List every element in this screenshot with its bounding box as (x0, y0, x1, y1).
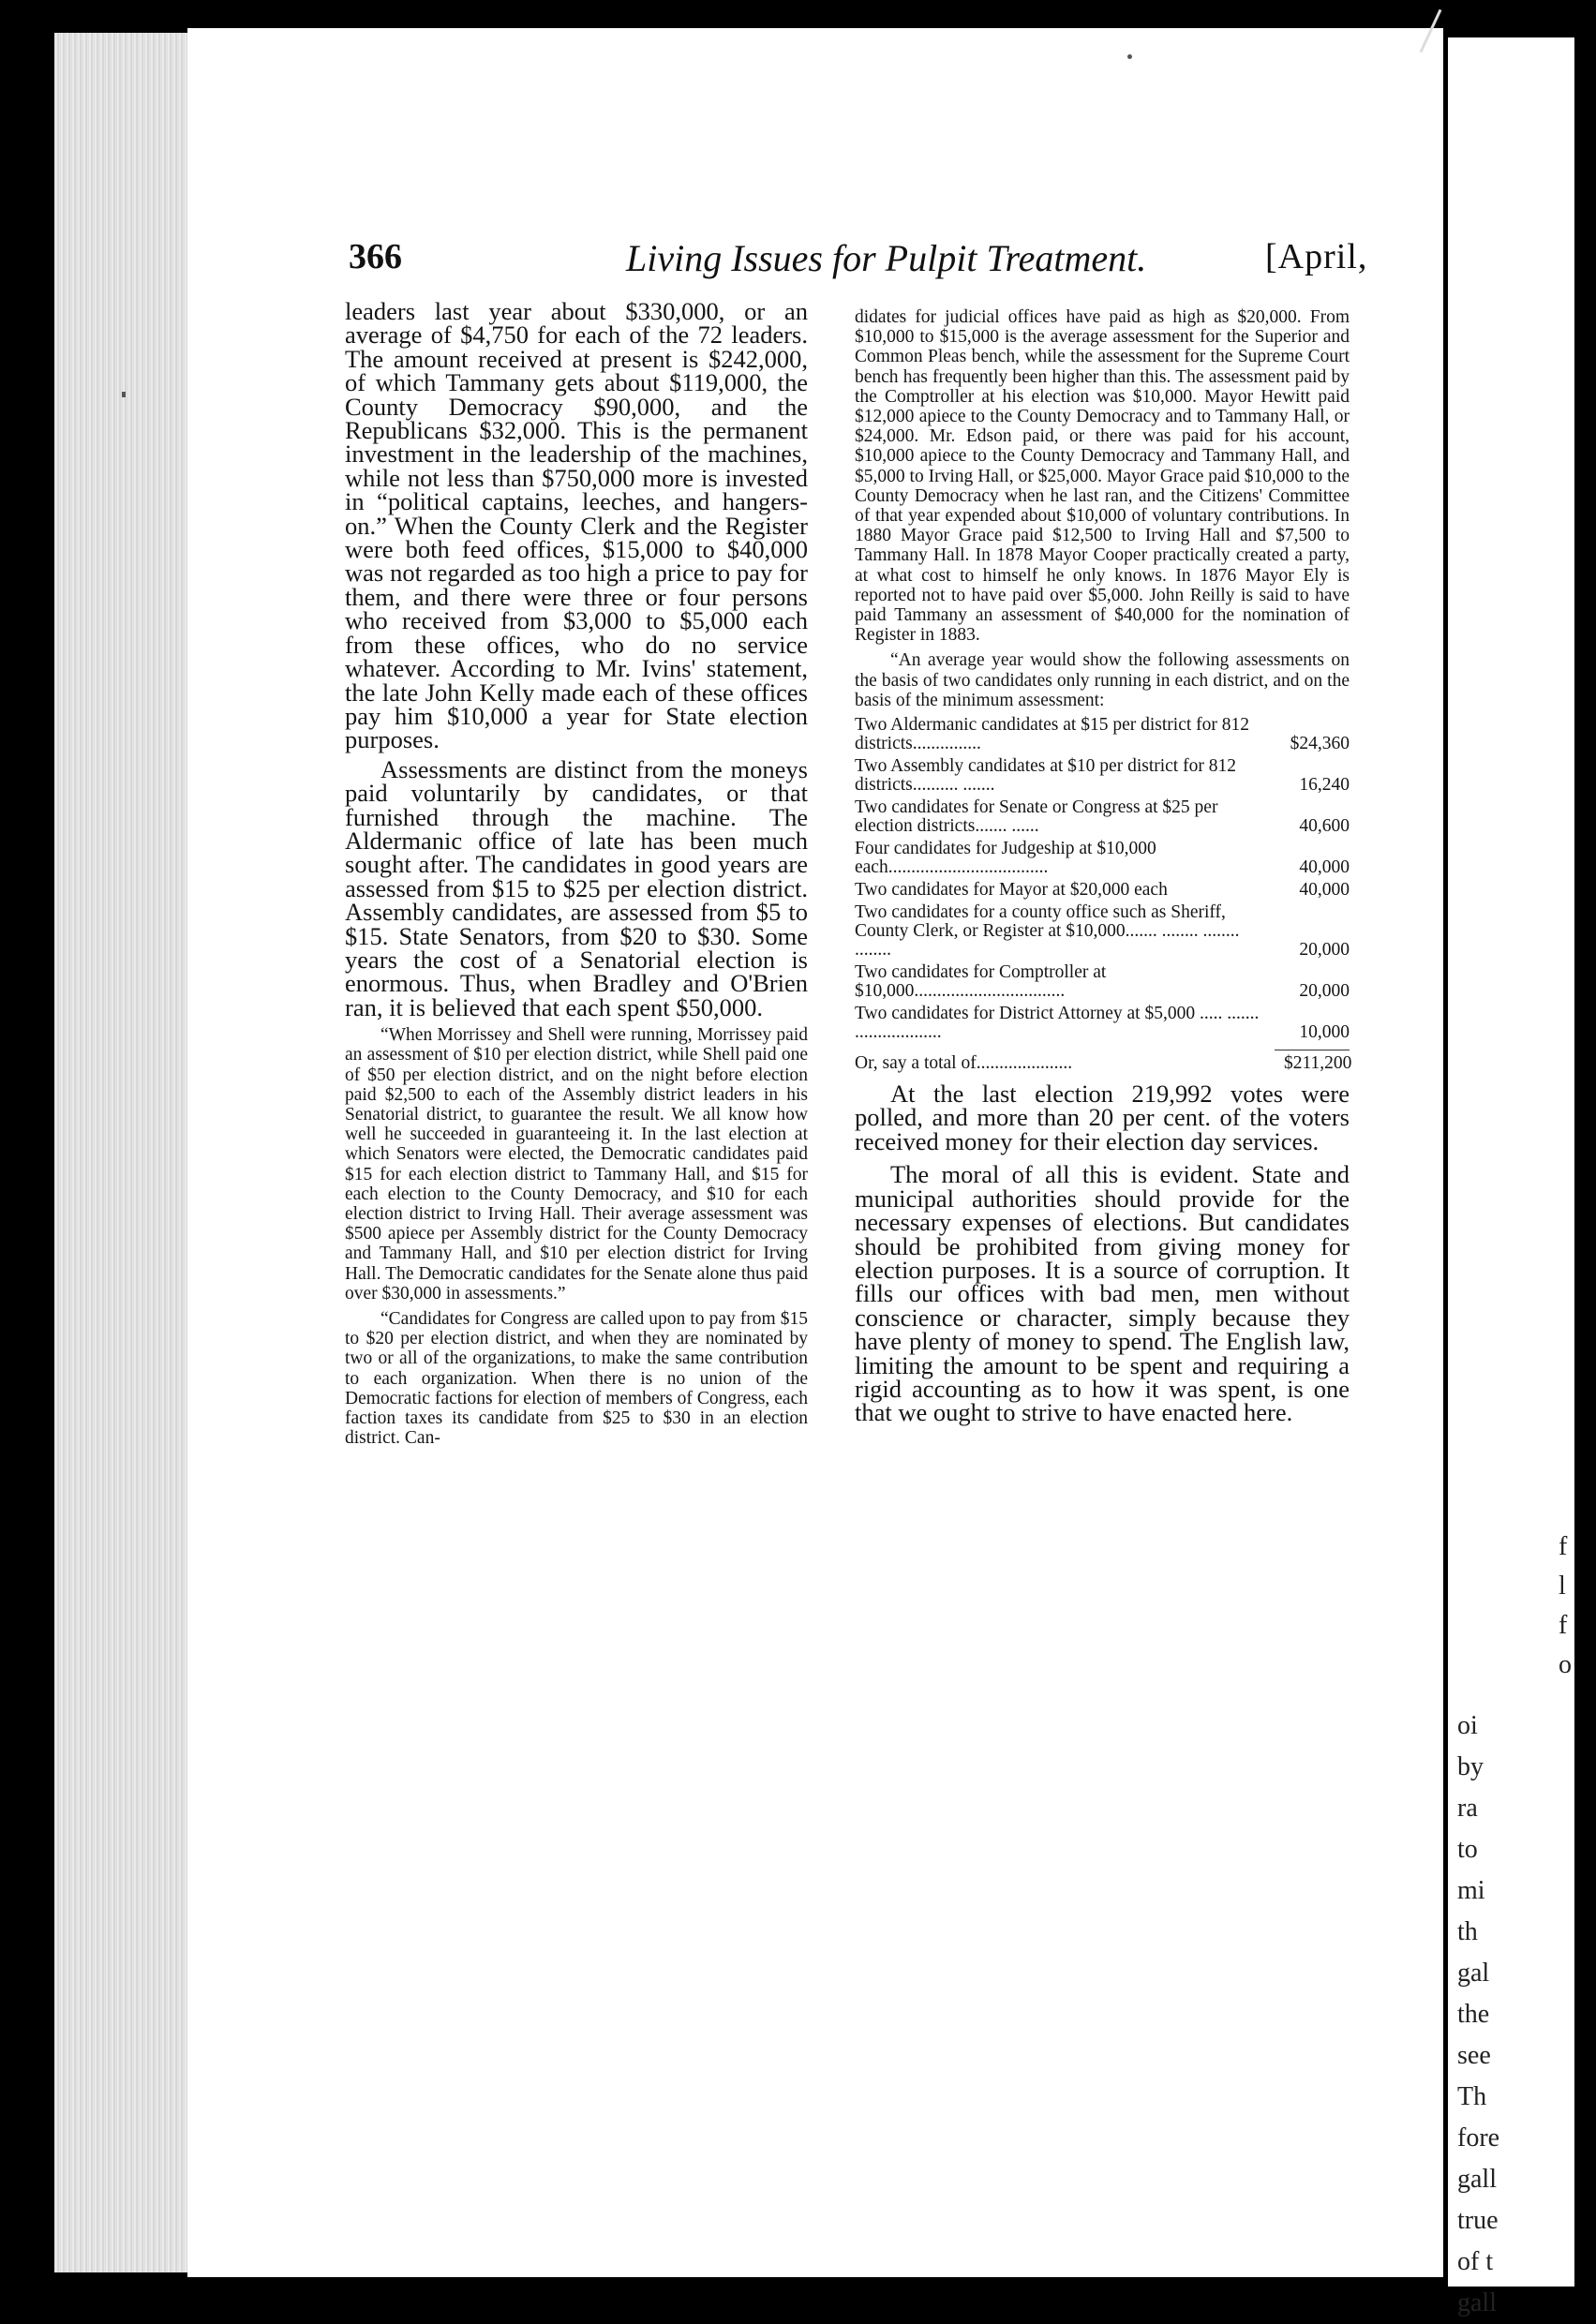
table-row: Two candidates for Mayor at $20,000 each 40,000 (855, 880, 1350, 901)
table-row: Two Assembly candidates at $10 per district for 812 districts.......... ....... 16,240 (855, 756, 1350, 796)
paragraph: didates for judicial offices have paid as high as $20,000. From $10,000 to $15,000 is the average assessment for the Superior and Common Pleas bench, while the assessment for the Supreme Court bench has frequently been higher than this. The assessment paid by the Comptroller at his election was $10,000. Mayor Hewitt paid $12,000 apiece to the County Democracy and to Tammany Hall, or $24,000. Mr. Edson paid, or there was paid for his account, $10,000 apiece to the County Democracy and Tammany Hall, and $5,000 to Irving Hall, or $25,000. Mayor Grace paid $10,000 to the County Democracy when he last ran, and the Citizens' Committee of that year expended about $10,000 of voluntary contributions. In 1880 Mayor Grace paid $12,500 to Irving Hall and $7,500 to Tammany Hall. In 1878 Mayor Cooper practically created a party, at what cost to himself he only knows. In 1876 Mayor Ely is reported not to have paid over $5,000. John Reilly is said to have paid Tammany an assessment of $40,000 for the nomination of Register in 1883. (855, 307, 1350, 646)
quoted-paragraph: “Candidates for Congress are called upon to pay from $15 to $20 per election district, and when they are nominated by two or all of the organizations, to make the same contribution to each organization. When there is no union of the Democratic factions for election of members of Congress, each faction taxes its candidate from $25 to $30 in an election district. Can- (345, 1309, 808, 1449)
facing-page-upper-fragments: f l f o (1559, 1532, 1572, 1679)
paragraph: Assessments are distinct from the moneys paid voluntarily by candidates, or that furnished through the machine. The Aldermanic office of late has been much sought after. The candidates in good years are assessed from $15 to $25 per election district. Assembly candidates, are assessed from $5 to $15. State Senators, from $20 to $30. Some years the cost of a Senatorial election is enormous. Thus, when Bradley and O'Brien ran, it is believed that each spent $50,000. (345, 754, 808, 1021)
book-page-edge (54, 33, 197, 2272)
facing-page-lower-fragments: oi by ra to mi th gal the see Th fore gall true of t gall (1457, 1711, 1500, 2317)
total-row: Or, say a total of..................... $211,200 (855, 1053, 1352, 1074)
paragraph: “An average year would show the following assessments on the basis of two candidates only running in each district, and on the basis of the minimum assessment: (855, 650, 1350, 710)
table-row: Four candidates for Judgeship at $10,000 each................................... 40,000 (855, 839, 1350, 878)
paragraph: leaders last year about $330,000, or an average of $4,750 for each of the 72 leaders. The amount received at present is $242,000, of which Tammany gets about $119,000, the County Democracy $90,000, and the Republicans $32,000. This is the permanent investment in the leadership of the machines, while not less than $750,000 more is invested in “political captains, leeches, and hangers-on.” When the County Clerk and the Register were both feed offices, $15,000 to $40,000 was not regarded as too high a price to pay for them, and there were three or four persons who received from $3,000 to $5,000 each from these offices, who do no service whatever. According to Mr. Ivins' statement, the late John Kelly made each of these offices pay him $10,000 a year for State election purposes. (345, 297, 808, 754)
table-row: Two candidates for Comptroller at $10,000................................. 20,000 (855, 962, 1350, 1002)
ink-speck (122, 392, 126, 397)
running-month: [April, (1265, 237, 1368, 276)
running-title: Living Issues for Pulpit Treatment. (626, 237, 1147, 279)
table-row: Two Aldermanic candidates at $15 per district for 812 districts............... $24,360 (855, 715, 1350, 754)
page-number: 366 (349, 237, 402, 276)
table-row: Two candidates for Senate or Congress at $25 per election districts....... ...... 40,600 (855, 797, 1350, 837)
table-row: Two candidates for District Attorney at $5,000 ..... ....... ................... 10,000 (855, 1004, 1350, 1043)
table-row: Two candidates for a county office such as Sheriff, County Clerk, or Register at $10,000....... ........ ........ ........ 20,000 (855, 902, 1350, 961)
paragraph: At the last election 219,992 votes were polled, and more than 20 per cent. of the voters received money for their election day services. (855, 1080, 1350, 1155)
ink-speck (1127, 54, 1132, 59)
running-header (349, 236, 1574, 283)
quoted-paragraph: “When Morrissey and Shell were running, Morrissey paid an assessment of $10 per election district, while Shell paid one of $50 per election district, and on the night before election paid $2,500 to each of the Assembly district leaders in his Senatorial district, to guarantee the result. We all know how well he succeeded in guaranteeing it. In the last election at which Senators were elected, the Democratic candidates paid $15 for each election district to Tammany Hall, and $15 for each election to the County Democracy, and $10 for each election district to Irving Hall. Their average assessment was $500 apiece per Assembly district for the County Democracy and Tammany Hall, and $10 per election district for Irving Hall. The Democratic candidates for the Senate alone thus paid over $30,000 in assessments.” (345, 1025, 808, 1304)
right-column (855, 307, 1350, 1425)
left-column (345, 297, 808, 1449)
assessment-table (855, 716, 1350, 1073)
paragraph: The moral of all this is evident. State and municipal authorities should provide for the necessary expenses of elections. But candidates should be prohibited from giving money for election purposes. It is a source of corruption. It fills our offices with bad men, men without conscience or character, simply because they have plenty of money to spend. The English law, limiting the amount to be spent and requiring a rigid accounting as to how it was spent, is one that we ought to strive to have enacted here. (855, 1160, 1350, 1427)
facing-page (1448, 37, 1574, 2317)
